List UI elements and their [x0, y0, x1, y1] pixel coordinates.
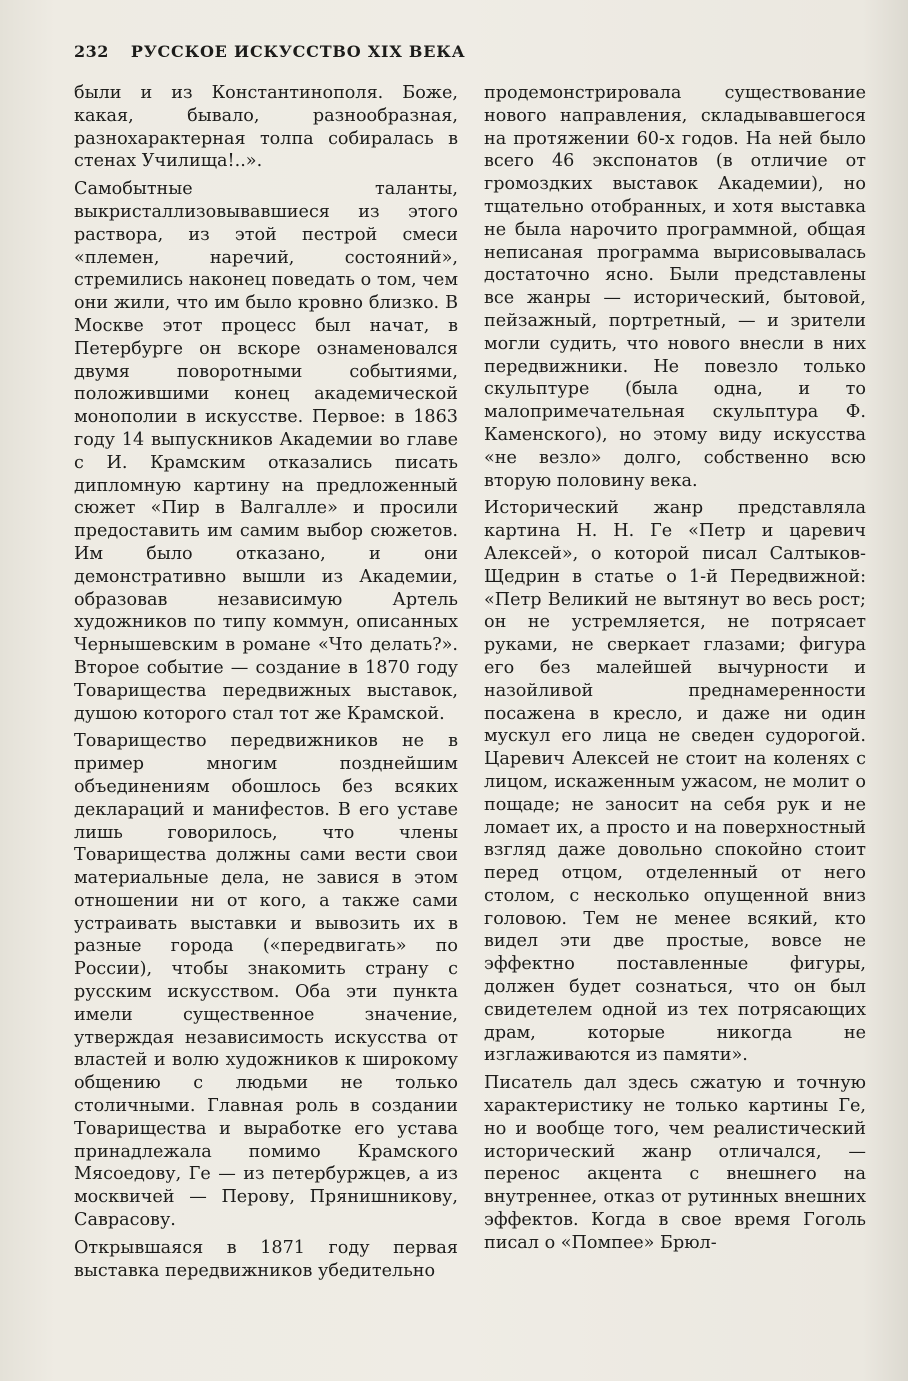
right-column — [484, 82, 866, 1260]
running-title: РУССКОЕ ИСКУССТВО XIX ВЕКА — [130, 42, 466, 61]
paragraph: продемонстрировала существование нового направления, складывавшегося на протяжении 60-х годов. На ней было всего 46 экспонатов (в отличие от громоздких выставок Академии), но тщательно отобранных, и хотя выставка не была нарочито программной, общая неписаная программа вырисовывалась достаточно ясно. Были представлены все жанры — исторический, бытовой, пейзажный, портретный, — и зрители могли судить, что нового внесли в них передвижники. Не повезло только скульптуре (была одна, и то малопримечательная скульптура Ф. Каменского), но этому виду искусства «не везло» долго, собственно всю вторую половину века. — [484, 83, 866, 491]
page-header — [74, 42, 465, 66]
paragraph: были и из Константинополя. Боже, какая, бывало, разнообразная, разнохарактерная толпа собиралась в стенах Училища!..». — [74, 83, 458, 172]
paragraph: Исторический жанр представляла картина Н. Н. Ге «Петр и царевич Алексей», о которой писал Салтыков-Щедрин в статье о 1-й Передвижной: «Петр Великий не вытянут во весь рост; он не устремляется, не потрясает руками, не сверкает глазами; фигура его без малейшей вычурности и назойливой преднамеренности посажена в кресло, и даже ни один мускул его лица не сведен судорогой. Царевич Алексей не стоит на коленях с лицом, искаженным ужасом, не молит о пощаде; не заносит на себя рук и не ломает их, а просто и на поверхностный взгляд даже довольно спокойно стоит перед отцом, отделенный от него столом, с несколько опущенной вниз головою. Тем не менее всякий, кто видел эти две простые, вовсе не эффектно поставленные фигуры, должен будет сознаться, что он был свидетелем одной из тех потрясающих драм, которые никогда не изглаживаются из памяти». — [484, 498, 866, 1066]
paragraph: Самобытные таланты, выкристаллизовывавшиеся из этого раствора, из этой пестрой смеси «племен, наречий, состояний», стремились наконец поведать о том, чем они жили, что им было кровно близко. В Москве этот процесс был начат, в Петербурге он вскоре ознаменовался двумя поворотными событиями, положившими конец академической монополии в искусстве. Первое: в 1863 году 14 выпускников Академии во главе с И. Крамским отказались писать дипломную картину на предложенный сюжет «Пир в Валгалле» и просили предоставить им самим выбор сюжетов. Им было отказано, и они демонстративно вышли из Академии, образовав независимую Артель художников по типу коммун, описанных Чернышевским в романе «Что делать?». Второе событие — создание в 1870 году Товарищества передвижных выставок, душою которого стал тот же Крамской. — [74, 179, 458, 724]
paragraph: Товарищество передвижников не в пример многим позднейшим объединениям обошлось без всяких деклараций и манифестов. В его уставе лишь говорилось, что члены Товарищества должны сами вести свои материальные дела, не завися в этом отношении ни от кого, а также сами устраивать выставки и вывозить их в разные города («передвигать» по России), чтобы знакомить страну с русским искусством. Оба эти пункта имели существенное значение, утверждая независимость искусства от властей и волю художников к широкому общению с людьми не только столичными. Главная роль в создании Товарищества и выработке его устава принадлежала помимо Крамского Мясоедову, Ге — из петербуржцев, а из москвичей — Перову, Прянишникову, Саврасову. — [74, 731, 458, 1231]
left-column — [74, 82, 458, 1287]
page-number: 232 — [74, 42, 109, 61]
paragraph: Писатель дал здесь сжатую и точную характеристику не только картины Ге, но и вообще того, чем реалистический исторический жанр отличался, — перенос акцента с внешнего на внутреннее, отказ от рутинных внешних эффектов. Когда в свое время Гоголь писал о «Помпее» Брюл- — [484, 1073, 866, 1253]
paragraph: Открывшаяся в 1871 году первая выставка передвижников убедительно — [74, 1237, 458, 1281]
